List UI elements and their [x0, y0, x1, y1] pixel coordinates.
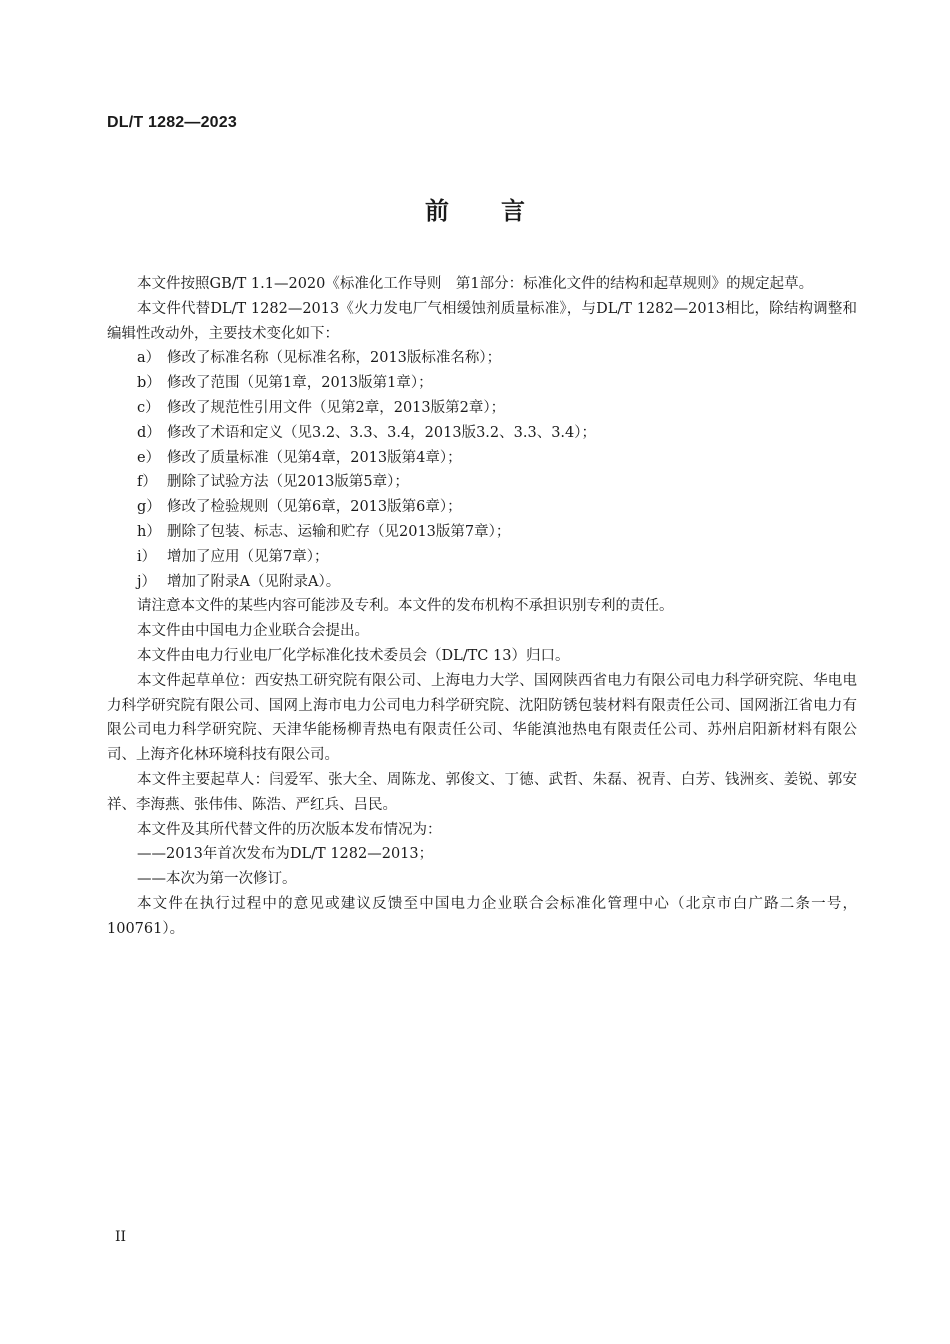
- history-item: ——本次为第一次修订。: [137, 871, 297, 888]
- standard-code: DL/T 1282—2023: [107, 114, 237, 131]
- list-marker: c）: [137, 399, 160, 416]
- list-item-text: 修改了范围（见第1章，2013版第1章）；: [167, 375, 433, 392]
- list-marker: h）: [137, 523, 161, 540]
- list-item: [107, 470, 857, 495]
- title-part-1: 前: [425, 197, 449, 225]
- paragraph-feedback: 本文件在执行过程中的意见或建议反馈至中国电力企业联合会标准化管理中心（北京市白广路二条一号，100761）。: [107, 895, 857, 937]
- paragraph-replacement: 本文件代替DL/T 1282—2013《火力发电厂气相缓蚀剂质量标准》，与DL/T 1282—2013相比，除结构调整和编辑性改动外，主要技术变化如下：: [107, 300, 857, 342]
- paragraph-technical-committee: 本文件由电力行业电厂化学标准化技术委员会（DL/TC 13）归口。: [137, 647, 570, 664]
- paragraph-drafting-rules: 本文件按照GB/T 1.1—2020《标准化工作导则 第1部分：标准化文件的结构和起草规则》的规定起草。: [137, 276, 814, 292]
- list-item: [107, 545, 857, 570]
- list-item: [107, 570, 857, 595]
- list-item: [107, 371, 857, 396]
- list-item: [107, 346, 857, 371]
- list-marker: i）: [137, 548, 157, 565]
- list-item-text: 修改了标准名称（见标准名称，2013版标准名称）；: [167, 350, 502, 367]
- list-item-text: 删除了试验方法（见2013版第5章）；: [167, 474, 409, 491]
- paragraph-patent-notice: 请注意本文件的某些内容可能涉及专利。本文件的发布机构不承担识别专利的责任。: [137, 598, 674, 615]
- foreword-body: [107, 272, 857, 942]
- paragraph-drafting-organizations: 本文件起草单位：西安热工研究院有限公司、上海电力大学、国网陕西省电力有限公司电力科学研究院、华电电力科学研究院有限公司、国网上海市电力公司电力科学研究院、沈阳防锈包装材料有限责任公司、国网浙江省电力有限公司电力科学研究院、天津华能杨柳青热电有限责任公司、华能滇池热电有限责任公司、苏州启阳新材料有限公司、上海齐化林环境科技有限公司。: [107, 672, 857, 764]
- list-marker: g）: [137, 499, 161, 516]
- list-item-text: 修改了质量标准（见第4章，2013版第4章）；: [167, 449, 462, 466]
- history-item: ——2013年首次发布为DL/T 1282—2013；: [137, 846, 434, 863]
- list-marker: b）: [137, 375, 161, 392]
- paragraph-proposer: 本文件由中国电力企业联合会提出。: [137, 623, 369, 640]
- list-marker: a）: [137, 350, 161, 367]
- title-part-2: 言: [501, 197, 525, 225]
- list-item-text: 增加了附录A（见附录A）。: [167, 573, 341, 590]
- list-item: [107, 495, 857, 520]
- list-item: [107, 396, 857, 421]
- list-item-text: 修改了规范性引用文件（见第2章，2013版第2章）；: [167, 399, 506, 416]
- paragraph-drafters: 本文件主要起草人：闫爱军、张大全、周陈龙、郭俊文、丁德、武哲、朱磊、祝青、白芳、钱洲亥、姜锐、郭安祥、李海燕、张伟伟、陈浩、严红兵、吕民。: [107, 771, 857, 813]
- list-item-text: 删除了包装、标志、运输和贮存（见2013版第7章）；: [167, 523, 511, 540]
- list-marker: d）: [137, 424, 161, 441]
- page-number: II: [115, 1229, 127, 1245]
- paragraph-history-intro: 本文件及其所代替文件的历次版本发布情况为：: [137, 821, 442, 838]
- list-marker: j）: [137, 573, 156, 590]
- list-item-text: 增加了应用（见第7章）；: [167, 548, 329, 565]
- list-item: [107, 446, 857, 471]
- page-title: [0, 196, 950, 226]
- changes-list: [107, 346, 857, 594]
- list-marker: e）: [137, 449, 161, 466]
- list-item: [107, 421, 857, 446]
- list-item-text: 修改了检验规则（见第6章，2013版第6章）；: [167, 499, 462, 516]
- list-item: [107, 520, 857, 545]
- list-marker: f）: [137, 474, 157, 491]
- list-item-text: 修改了术语和定义（见3.2、3.3、3.4，2013版3.2、3.3、3.4）；: [167, 424, 597, 441]
